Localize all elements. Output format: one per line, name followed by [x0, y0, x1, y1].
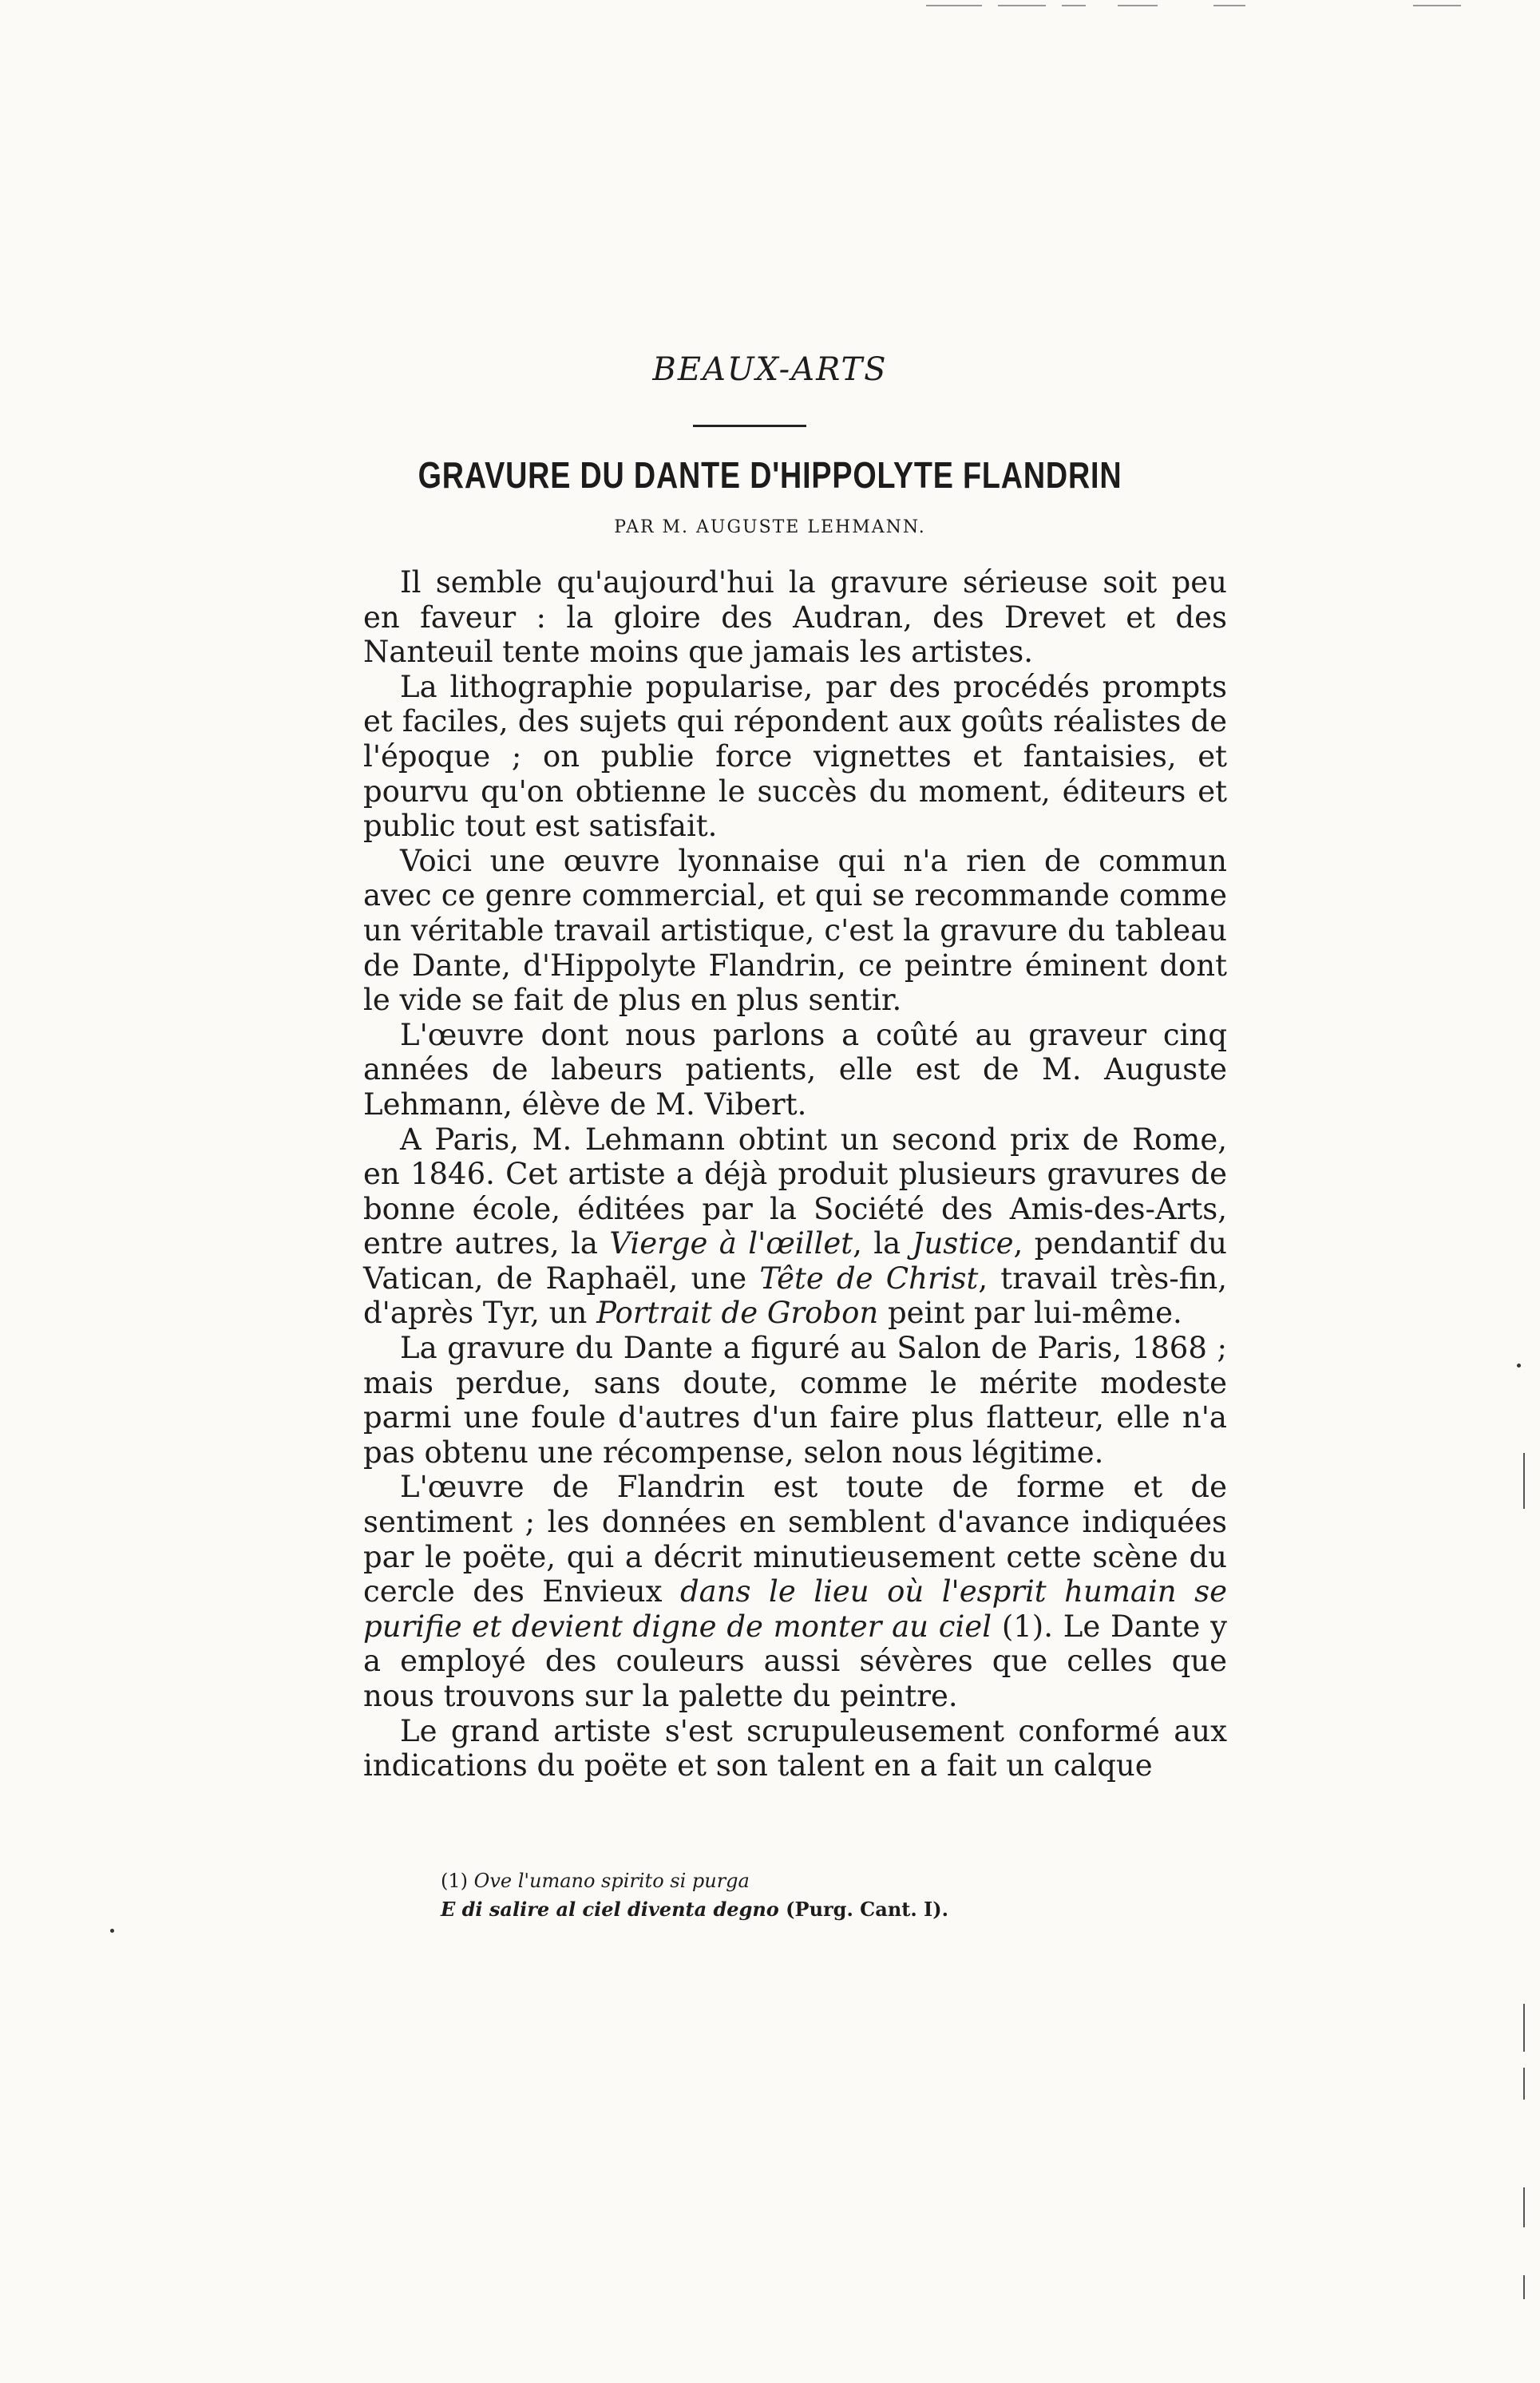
heading-rule — [693, 425, 806, 427]
artwork-title: Justice — [912, 1226, 1014, 1261]
article-byline: PAR M. AUGUSTE LEHMANN. — [614, 517, 926, 537]
scan-speck — [1517, 1364, 1521, 1368]
scan-mark — [1523, 2068, 1525, 2100]
paragraph-8: Le grand artiste s'est scrupuleusement conformé aux indications du poëte et son talent en a fait un calque — [363, 1713, 1227, 1783]
scan-mark — [1062, 5, 1086, 6]
footnote-quote: Ove l'umano spirito si purga — [473, 1870, 750, 1892]
footnote-line-1 — [441, 1866, 1159, 1895]
scan-mark — [1523, 2187, 1525, 2227]
paragraph-4: L'œuvre dont nous parlons a coûté au graveur cinq années de labeurs patients, elle est de M. Auguste Lehmann, élève de M. Vibert. — [363, 1017, 1227, 1122]
text-run: (1). Le Dante y a employé des couleurs aussi sévères que celles que nous trouvons sur la palette du peintre. — [363, 1609, 1228, 1713]
artwork-title: Vierge à l'œillet — [609, 1226, 853, 1261]
scan-speck — [110, 1929, 114, 1933]
scan-mark — [1523, 2275, 1525, 2299]
scan-mark — [998, 5, 1046, 6]
artwork-title: Portrait de Grobon — [596, 1296, 879, 1331]
footnote-line-2 — [441, 1895, 1159, 1924]
scan-mark — [1118, 5, 1158, 6]
text-run: peint par lui-même. — [878, 1296, 1182, 1331]
paragraph-3: Voici une œuvre lyonnaise qui n'a rien de commun avec ce genre commercial, et qui se recommande comme un véritable travail artistique, c'est la gravure du tableau de Dante, d'Hippolyte Flandrin, ce peintre éminent dont le vide se fait de plus en plus sentir. — [363, 843, 1227, 1018]
footnote-reference: (Purg. Cant. I). — [786, 1898, 948, 1921]
article-body — [363, 565, 1227, 1783]
scan-mark — [1523, 2004, 1525, 2052]
footnote-marker: (1) — [441, 1870, 468, 1892]
paragraph-6: La gravure du Dante a figuré au Salon de Paris, 1868 ; mais perdue, sans doute, comme le mérite modeste parmi une foule d'autres d'un faire plus flatteur, elle n'a pas obtenu une récompense, selon nous légitime. — [363, 1331, 1227, 1470]
paragraph-2: La lithographie popularise, par des procédés prompts et faciles, des sujets qui répondent aux goûts réalistes de l'époque ; on publie force vignettes et fantaisies, et pourvu qu'on obtienne le succès du moment, éditeurs et public tout est satisfait. — [363, 669, 1227, 844]
section-heading: BEAUX-ARTS — [652, 351, 888, 388]
paragraph-7 — [363, 1470, 1227, 1713]
text-run: A Paris, M. Lehmann obtint un second prix de Rome, en 1846. Cet artiste a déjà produit plusieurs gravures de bonne école, éditées par la Société des Amis-des-Arts, entre autres, la — [363, 1122, 1227, 1261]
text-run: , pendantif du Vatican, de Raphaël, une — [363, 1226, 1227, 1296]
paragraph-1: Il semble qu'aujourd'hui la gravure sérieuse soit peu en faveur : la gloire des Audran, des Drevet et des Nanteuil tente moins que jamais les artistes. — [363, 565, 1227, 670]
footnote-quote: E di salire al ciel diventa degno — [441, 1898, 779, 1921]
text-run: , la — [853, 1226, 913, 1261]
scan-mark — [1413, 5, 1461, 6]
scan-mark — [1523, 1453, 1525, 1509]
scan-mark — [1213, 5, 1245, 6]
paragraph-5 — [363, 1122, 1227, 1332]
quotation: dans le lieu où l'esprit humain se purifie et devient digne de monter au ciel — [363, 1574, 1228, 1644]
article-title: GRAVURE DU DANTE D'HIPPOLYTE FLANDRIN — [418, 454, 1122, 496]
scan-mark — [926, 5, 982, 6]
artwork-title: Tête de Christ — [759, 1261, 979, 1296]
text-run: , travail très-fin, d'après Tyr, un — [363, 1261, 1227, 1331]
footnotes — [441, 1866, 1159, 1924]
text-run: L'œuvre de Flandrin est toute de forme et de sentiment ; les données en semblent d'avance indiquées par le poëte, qui a décrit minutieusement cette scène du cercle des Envieux — [363, 1470, 1227, 1609]
